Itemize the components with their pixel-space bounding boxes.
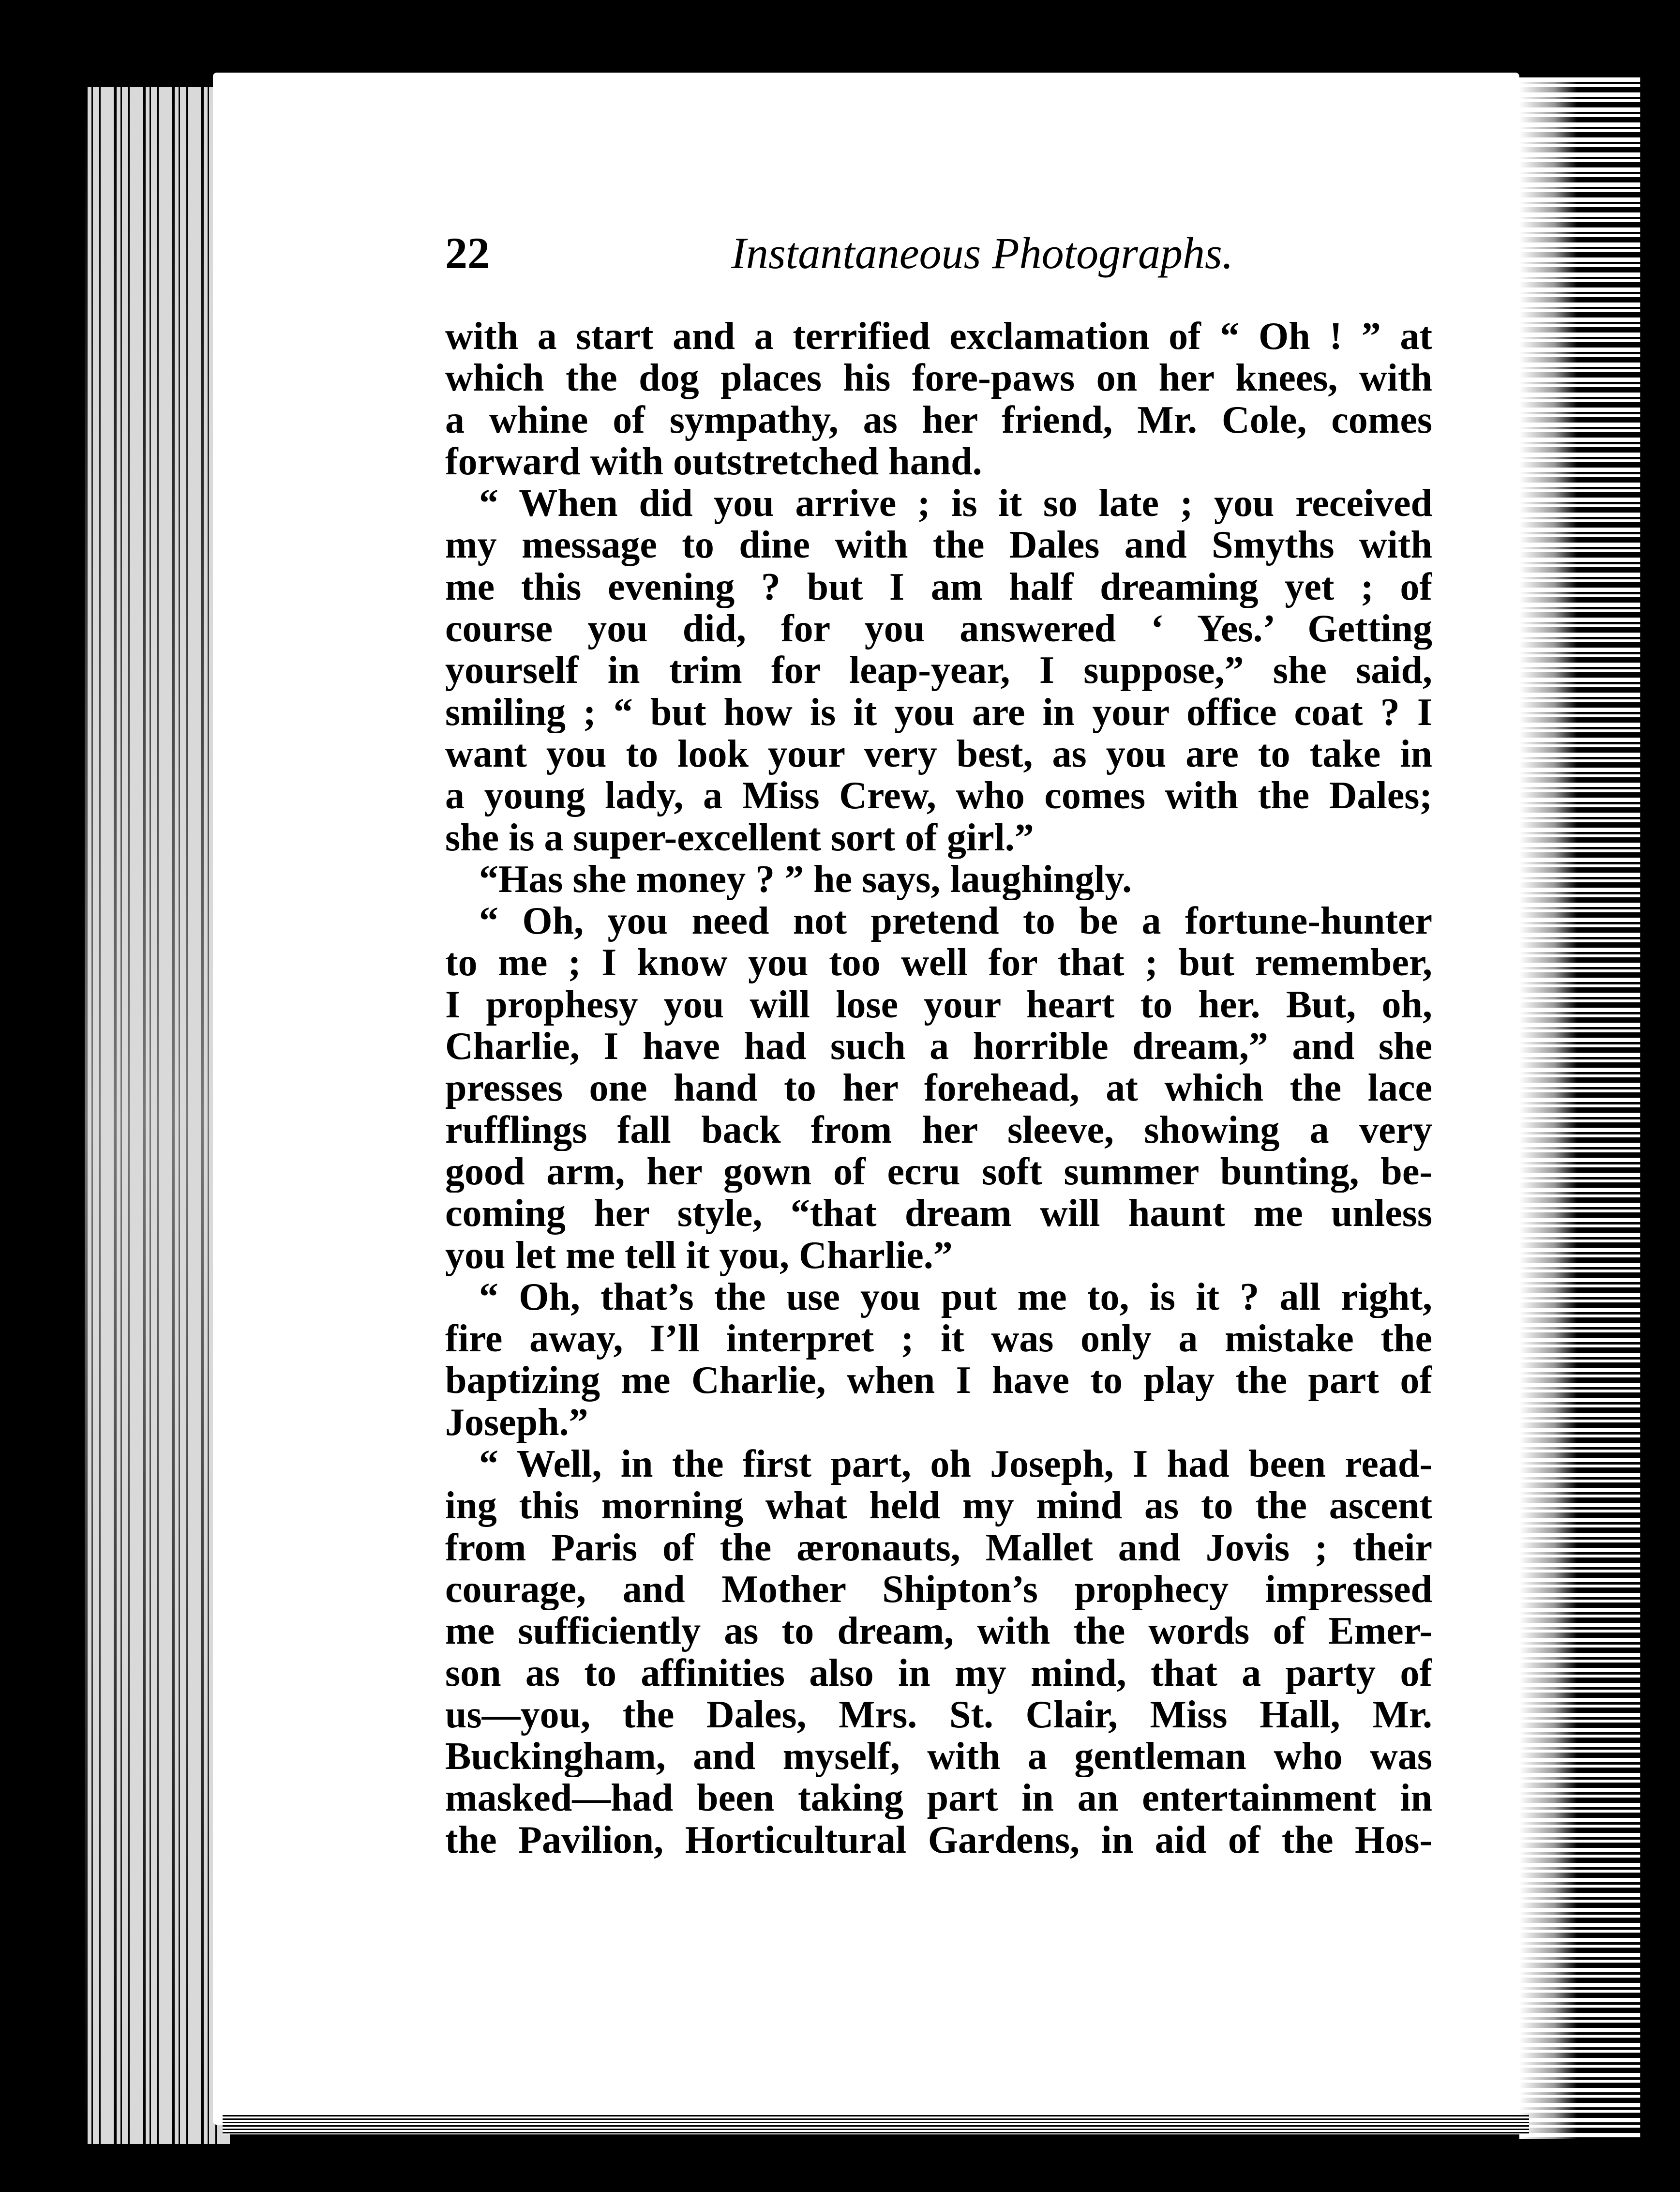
running-head bbox=[445, 227, 1432, 295]
text-line: presses one hand to her forehead, at which the lace bbox=[445, 1067, 1432, 1109]
text-line: ing this morning what held my mind as to the ascent bbox=[445, 1485, 1432, 1527]
text-line: “ Oh, you need not pretend to be a fortune-hunter bbox=[479, 900, 1432, 942]
text-line: me this evening ? but I am half dreaming yet ; of bbox=[445, 566, 1432, 608]
text-line: smiling ; “ but how is it you are in your office coat ? I bbox=[445, 691, 1432, 733]
text-line: forward with outstretched hand. bbox=[445, 440, 982, 483]
text-line: fire away, I’ll interpret ; it was only a mistake the bbox=[445, 1318, 1432, 1360]
text-line: baptizing me Charlie, when I have to play the part of bbox=[445, 1360, 1432, 1402]
text-line: Buckingham, and myself, with a gentleman who was bbox=[445, 1736, 1432, 1778]
text-line: us—you, the Dales, Mrs. St. Clair, Miss Hall, Mr. bbox=[445, 1693, 1432, 1736]
text-line: masked—had been taking part in an entertainment in bbox=[445, 1777, 1432, 1819]
text-line: yourself in trim for leap-year, I suppose,” she said, bbox=[445, 650, 1432, 692]
text-line: courage, and Mother Shipton’s prophecy impressed bbox=[445, 1568, 1432, 1611]
text-line: a young lady, a Miss Crew, who comes with the Dales; bbox=[445, 775, 1432, 817]
text-line: want you to look your very best, as you are to take in bbox=[445, 733, 1432, 775]
text-line: Charlie, I have had such a horrible dream,” and she bbox=[445, 1026, 1432, 1068]
text-line: “ Well, in the first part, oh Joseph, I had been read- bbox=[479, 1443, 1432, 1485]
book-binding-gutter bbox=[85, 87, 230, 2144]
text-line: course you did, for you answered ‘ Yes.’ Getting bbox=[445, 608, 1432, 650]
body-text bbox=[445, 316, 1432, 1861]
text-line: to me ; I know you too well for that ; but remember, bbox=[445, 942, 1432, 984]
page-stack-edge-bottom bbox=[223, 2115, 1529, 2134]
page-stack-edge-right bbox=[1519, 77, 1640, 2139]
text-line: Joseph.” bbox=[445, 1401, 588, 1444]
text-line: son as to affinities also in my mind, that a party of bbox=[445, 1652, 1432, 1694]
text-line: coming her style, “that dream will haunt me unless bbox=[445, 1193, 1432, 1235]
text-line: rufflings fall back from her sleeve, showing a very bbox=[445, 1109, 1432, 1151]
text-line: “ When did you arrive ; is it so late ; you received bbox=[479, 483, 1432, 525]
text-line: a whine of sympathy, as her friend, Mr. Cole, comes bbox=[445, 399, 1432, 441]
text-line: “ Oh, that’s the use you put me to, is it ? all right, bbox=[479, 1276, 1432, 1318]
text-line: my message to dine with the Dales and Smyths with bbox=[445, 524, 1432, 566]
text-line: me sufficiently as to dream, with the words of Emer- bbox=[445, 1610, 1432, 1652]
text-line: with a start and a terrified exclamation of “ Oh ! ” at bbox=[445, 316, 1432, 358]
page-number: 22 bbox=[445, 228, 490, 278]
text-line: good arm, her gown of ecru soft summer bunting, be- bbox=[445, 1150, 1432, 1193]
text-line: from Paris of the æronauts, Mallet and Jovis ; their bbox=[445, 1527, 1432, 1569]
running-title: Instantaneous Photographs. bbox=[731, 228, 1233, 278]
text-line: I prophesy you will lose your heart to her. But, oh, bbox=[445, 983, 1432, 1026]
text-line: “Has she money ? ” he says, laughingly. bbox=[479, 858, 1132, 901]
text-line: the Pavilion, Horticultural Gardens, in aid of the Hos- bbox=[445, 1819, 1432, 1861]
text-line: she is a super-excellent sort of girl.” bbox=[445, 816, 1034, 859]
text-line: which the dog places his fore-paws on her knees, with bbox=[445, 357, 1432, 399]
text-line: you let me tell it you, Charlie.” bbox=[445, 1234, 953, 1276]
